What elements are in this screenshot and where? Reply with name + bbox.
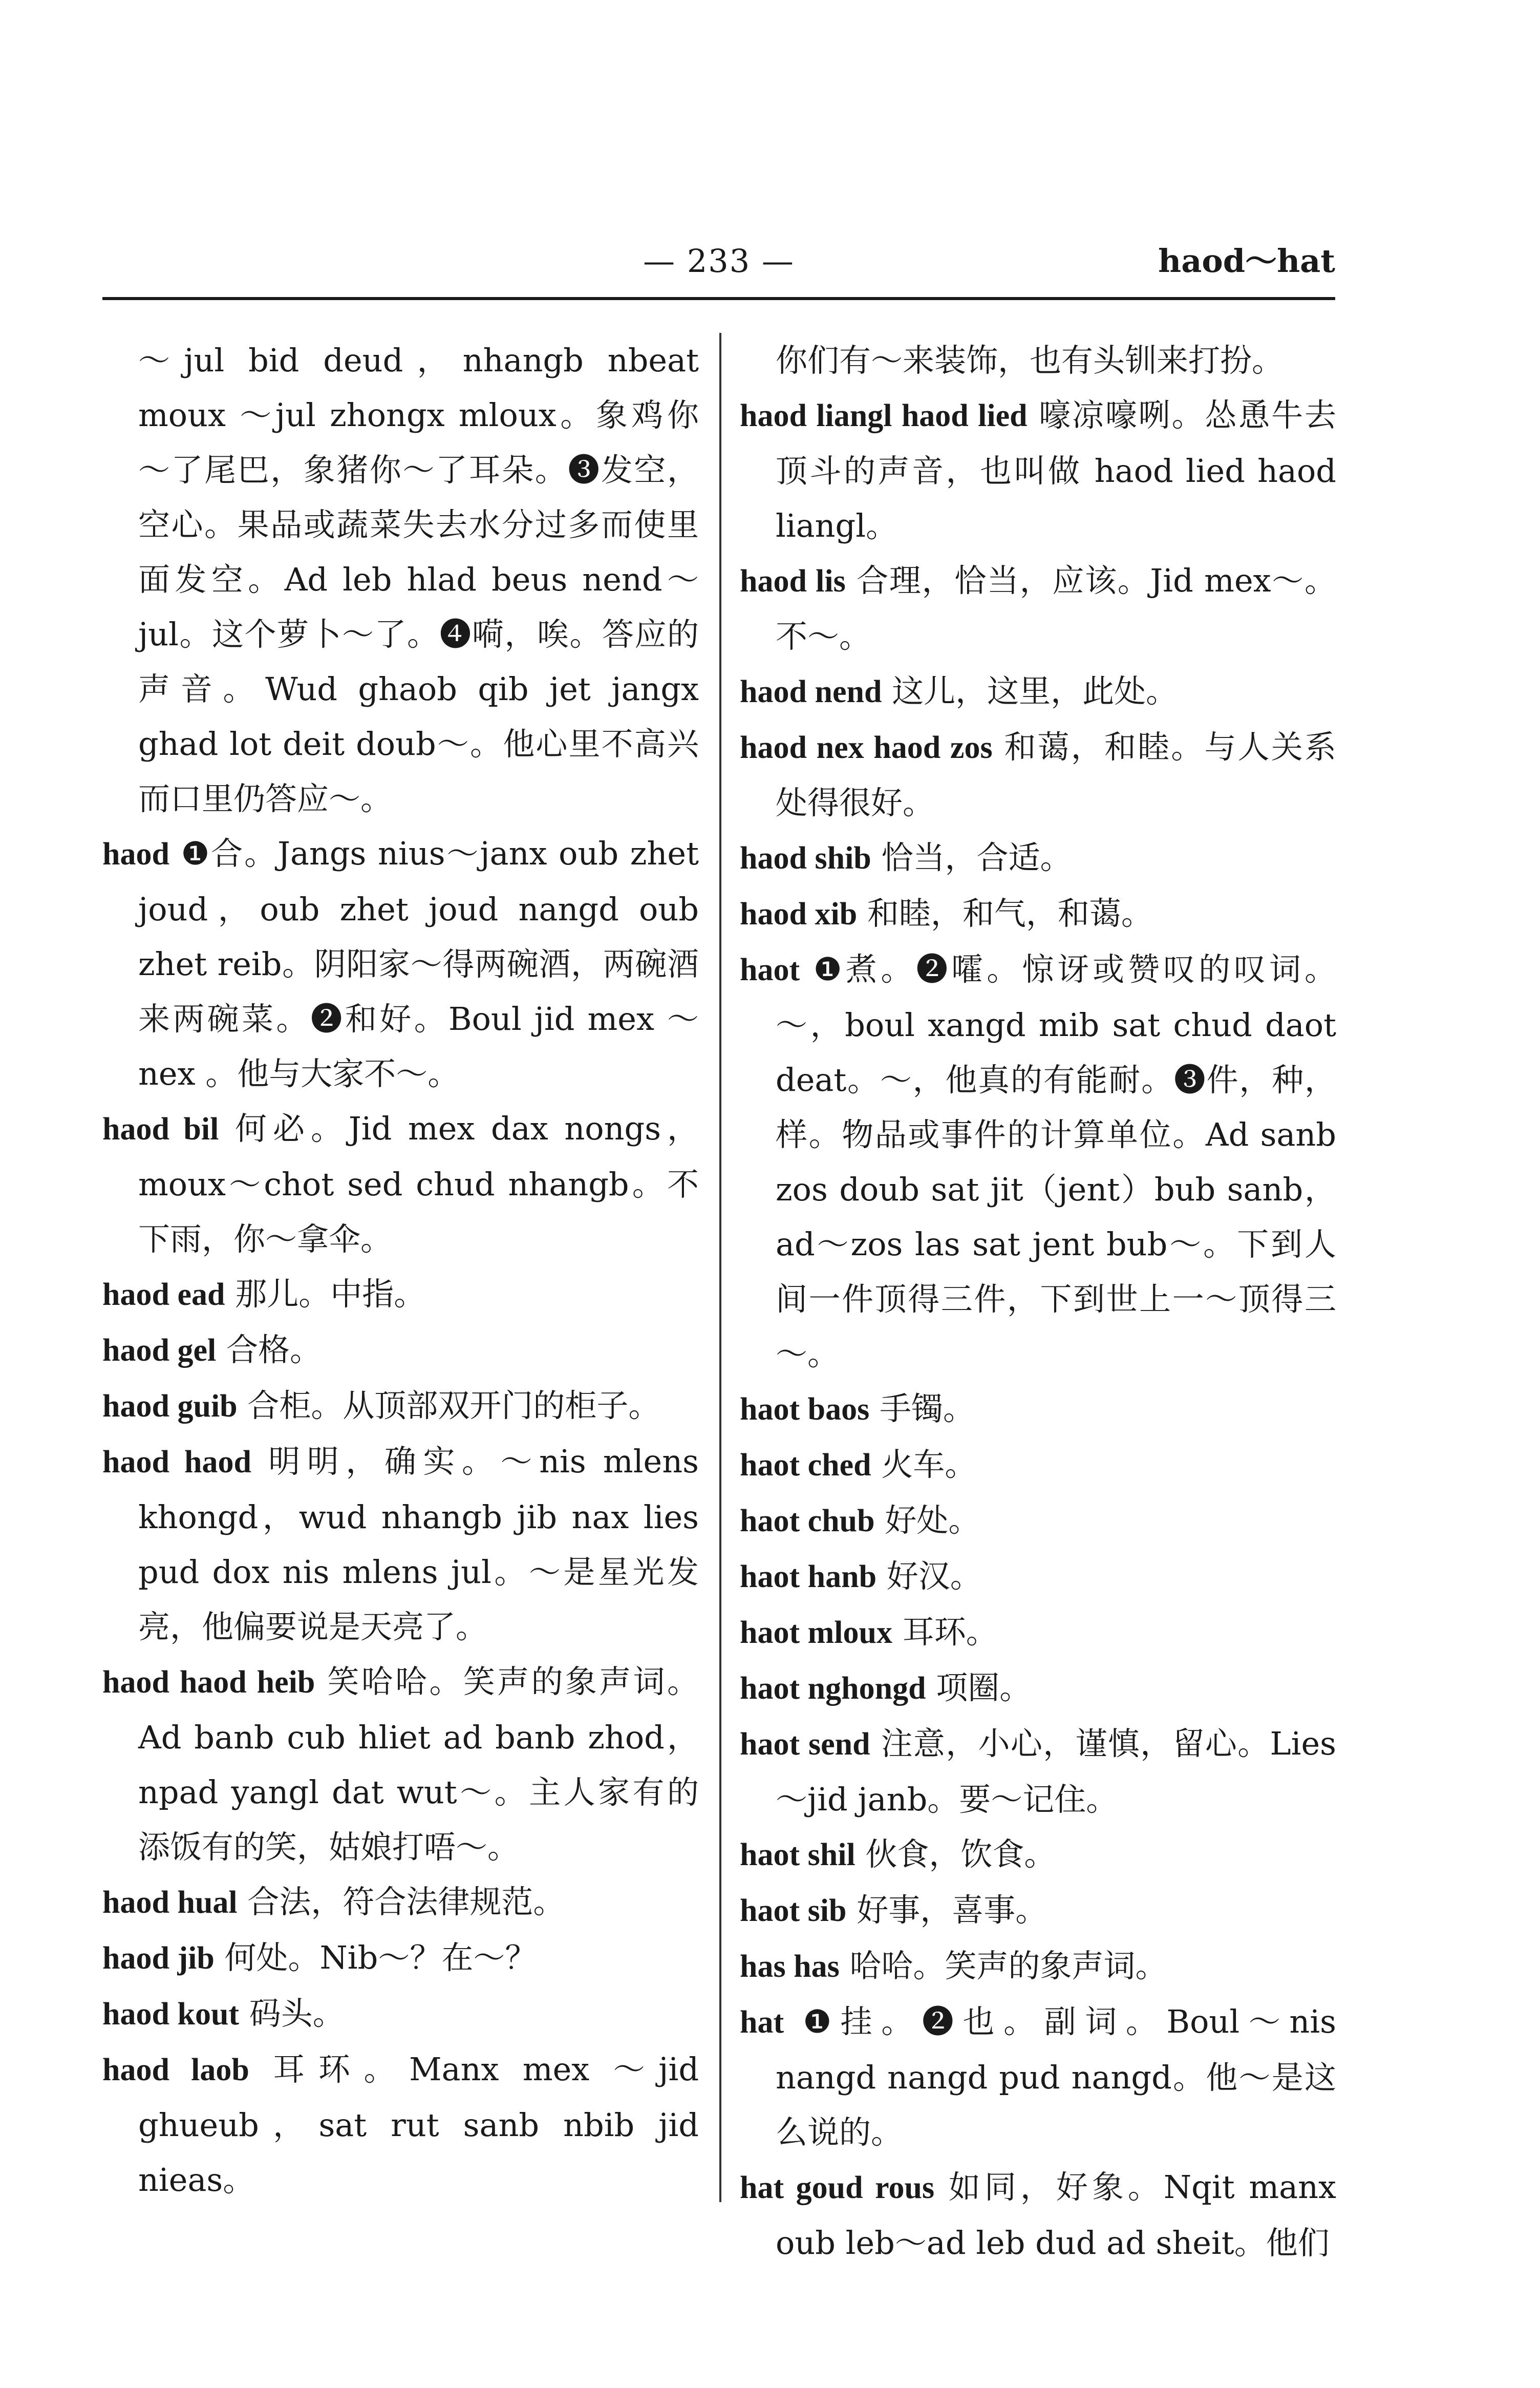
entry-definition: 合法，符合法律规范。 (247, 1883, 565, 1920)
entry-headword: haod gel (102, 1333, 217, 1368)
running-head: haod～hat (1158, 242, 1335, 280)
entry-definition: 好事，喜事。 (857, 1891, 1047, 1929)
entry-headword: haod lis (740, 564, 846, 599)
dictionary-entry (740, 886, 1336, 942)
entry-definition: 好汉。 (886, 1557, 982, 1595)
page-header (102, 233, 1335, 289)
entry-definition: 那儿。中指。 (235, 1275, 426, 1313)
entry-headword: haod hual (102, 1885, 238, 1920)
header-rule (102, 297, 1335, 300)
entry-definition: 恰当，合适。 (881, 839, 1072, 876)
entry-headword: haot sib (740, 1893, 847, 1928)
entry-headword: haot (740, 953, 800, 987)
entry-headword: haod laob (102, 2053, 249, 2087)
entry-definition: ❶合。Jangs nius～janx oub zhet joud，oub zhet joud nangd oub zhet reib。阴阳家～得两碗酒，两碗酒来两碗菜。❷和好。Boul jid mex ～nex 。他与大家不～。 (138, 835, 699, 1092)
entry-definition: ❶挂。❷也。副词。Boul～nis nangd nangd pud nangd。他～是这么说的。 (776, 2003, 1336, 2151)
entry-headword: haot baos (740, 1392, 870, 1427)
dictionary-entry (102, 826, 699, 1101)
dictionary-entry (102, 2042, 699, 2207)
entry-definition: 何必。Jid mex dax nongs，moux～chot sed chud nhangb。不下雨，你～拿伞。 (138, 1110, 699, 1258)
entry-headword: haot shil (740, 1837, 855, 1872)
dictionary-entry (740, 1660, 1336, 1716)
dictionary-entry (740, 942, 1336, 1381)
dictionary-entry (740, 1604, 1336, 1660)
dictionary-entry (740, 553, 1336, 664)
dictionary-entry (740, 1827, 1336, 1883)
entry-definition: 和蔼，和睦。与人关系处得很好。 (776, 728, 1336, 821)
entry-headword: haod nend (740, 674, 882, 709)
entry-definition: 项圈。 (936, 1669, 1032, 1706)
dictionary-entry (102, 1654, 699, 1874)
column-divider (719, 333, 721, 2202)
right-column (740, 333, 1336, 2270)
entry-definition: 好处。 (885, 1502, 980, 1539)
entry-definition: 合柜。从顶部双开门的柜子。 (247, 1387, 660, 1424)
entry-headword: hat (740, 2005, 784, 2040)
dictionary-entry (740, 720, 1336, 830)
dictionary-entry (102, 1434, 699, 1654)
entry-definition: 耳环。Manx mex ～jid ghueub，sat rut sanb nbib jid nieas。 (138, 2051, 699, 2199)
dictionary-entry (740, 1549, 1336, 1604)
entry-headword: hat goud rous (740, 2170, 935, 2205)
entry-headword: haod ead (102, 1277, 225, 1312)
entry-definition: ❶煮。❷嚯。惊讶或赞叹的叹词。～，boul xangd mib sat chud daot deat。～，他真的有能耐。❸件，种，样。物品或事件的计算单位。Ad sanb zos doub sat jit（jent）bub sanb，ad～zos las sat jent bub～。下到人间一件顶得三件，下到世上一～顶得三～。 (776, 950, 1336, 1372)
entry-headword: haod liangl haod lied (740, 398, 1028, 433)
dictionary-entry (740, 1493, 1336, 1549)
entry-headword: haot mloux (740, 1615, 892, 1650)
entry-headword: haod jib (102, 1941, 215, 1976)
dictionary-entry (740, 1938, 1336, 1994)
entry-definition: 和睦，和气，和蔼。 (867, 895, 1153, 932)
entry-definition: 明明，确实。～nis mlens khongd，wud nhangb jib nax lies pud dox nis mlens jul。～是星光发亮，他偏要说是天亮了。 (138, 1443, 699, 1645)
dictionary-entry (740, 2160, 1336, 2270)
page-number: — 233 — (643, 242, 795, 280)
dictionary-entry (740, 1883, 1336, 1938)
entry-definition: 合理，恰当，应该。Jid mex～。不～。 (776, 562, 1337, 655)
dictionary-entry (102, 1986, 699, 2042)
dictionary-entry (740, 388, 1336, 553)
dictionary-entry (740, 1716, 1336, 1827)
entry-definition: 耳环。 (902, 1613, 998, 1651)
dictionary-entry (102, 1930, 699, 1986)
entry-headword: haod nex haod zos (740, 730, 993, 765)
dictionary-entry (740, 664, 1336, 720)
entry-headword: haod haod heib (102, 1665, 315, 1700)
left-column (102, 333, 699, 2207)
entry-definition: 笑哈哈。笑声的象声词。Ad banb cub hliet ad banb zhod，npad yangl dat wut～。主人家有的添饭有的笑，姑娘打唔～。 (138, 1663, 699, 1866)
entry-headword: haod shib (740, 841, 871, 876)
entry-definition: 如同，好象。Nqit manx oub leb～ad leb dud ad sheit。他们 (776, 2168, 1336, 2262)
dictionary-entry (740, 333, 1336, 388)
entry-definition: 哈哈。笑声的象声词。 (849, 1947, 1167, 1984)
entry-definition: 合格。 (226, 1331, 322, 1368)
entry-definition: 注意，小心，谨慎，留心。Lies～jid janb。要～记住。 (776, 1725, 1336, 1818)
entry-headword: haod bil (102, 1112, 219, 1147)
entry-headword: haot chub (740, 1504, 875, 1538)
dictionary-entry (102, 1874, 699, 1930)
entry-headword: haot send (740, 1727, 870, 1762)
entry-headword: haod xib (740, 897, 858, 932)
dictionary-entry (102, 1266, 699, 1322)
entry-headword: haod (102, 837, 169, 872)
dictionary-entry (740, 1994, 1336, 2160)
entry-definition: 何处。Nib～？在～？ (224, 1939, 537, 1976)
entry-headword: haot hanb (740, 1559, 877, 1594)
entry-headword: haod guib (102, 1389, 238, 1424)
entry-headword: haod haod (102, 1445, 251, 1480)
entry-headword: has has (740, 1949, 840, 1984)
dictionary-entry (740, 1437, 1336, 1493)
dictionary-entry (102, 333, 699, 826)
entry-definition: 伙食，饮食。 (865, 1835, 1056, 1873)
dictionary-entry (740, 1381, 1336, 1437)
entry-definition: 火车。 (881, 1446, 977, 1483)
entry-headword: haod kout (102, 1997, 240, 2032)
entry-definition: 手镯。 (879, 1390, 975, 1427)
entry-definition: 你们有～来装饰，也有头钏来打扮。 (776, 342, 1284, 379)
entry-definition: ～jul bid deud，nhangb nbeat moux ～jul zhongx mloux。象鸡你～了尾巴，象猪你～了耳朵。❸发空，空心。果品或蔬菜失去水分过多而使里面发空。Ad leb hlad beus nend～jul。这个萝卜～了。❹嗬，唉。答应的声音。Wud ghaob qib jet jangx ghad lot deit doub～。他心里不高兴而口里仍答应～。 (138, 342, 699, 817)
dictionary-entry (740, 830, 1336, 886)
dictionary-entry (102, 1322, 699, 1378)
entry-definition: 嚎凉嚎咧。怂恿牛去顶斗的声音，也叫做 haod lied haod liangl。 (776, 396, 1336, 544)
dictionary-entry (102, 1378, 699, 1434)
entry-headword: haot ched (740, 1448, 871, 1483)
entry-definition: 码头。 (249, 1995, 345, 2032)
entry-headword: haot nghongd (740, 1671, 926, 1706)
entry-definition: 这儿，这里，此处。 (892, 672, 1178, 710)
dictionary-entry (102, 1101, 699, 1266)
